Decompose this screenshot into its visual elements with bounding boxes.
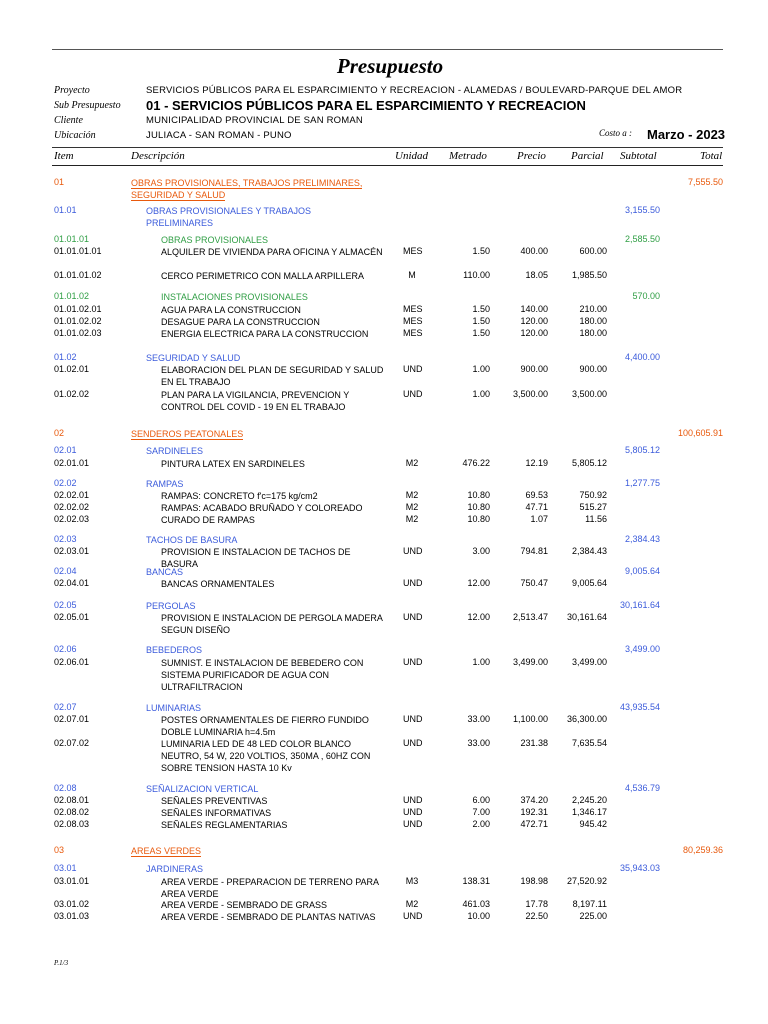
item-code: 02.05 bbox=[54, 600, 77, 610]
item-description: INSTALACIONES PROVISIONALES bbox=[161, 292, 308, 302]
item-description: LUMINARIA LED DE 48 LED COLOR BLANCO NEUTRO, 54 W, 220 VOLTIOS, 350MA , 60HZ CON SOBRE TENSION HASTA 10 Kv bbox=[161, 739, 371, 773]
header-item: Item bbox=[54, 150, 74, 162]
item-description: ENERGIA ELECTRICA PARA LA CONSTRUCCION bbox=[161, 329, 369, 339]
precio-value: 120.00 bbox=[520, 328, 548, 338]
parcial-value: 7,635.54 bbox=[571, 738, 607, 748]
unit: M2 bbox=[405, 899, 419, 909]
item-code: 02.04.01 bbox=[54, 578, 90, 588]
item-code: 01.01 bbox=[54, 205, 77, 215]
parcial-value: 600.00 bbox=[579, 246, 607, 256]
cliente-label: Cliente bbox=[54, 115, 83, 126]
metrado-value: 138.31 bbox=[462, 876, 490, 886]
item-description: CERCO PERIMETRICO CON MALLA ARPILLERA bbox=[161, 271, 365, 281]
item-description: PROVISION E INSTALACION DE PERGOLA MADERA SEGUN DISEÑO bbox=[161, 613, 383, 635]
precio-value: 120.00 bbox=[520, 316, 548, 326]
item-description-text: AREAS VERDES bbox=[131, 846, 202, 856]
item-code: 02.08.03 bbox=[54, 819, 90, 829]
total-value: 7,555.50 bbox=[687, 177, 723, 187]
parcial-value: 30,161.64 bbox=[566, 612, 607, 622]
metrado-value: 1.00 bbox=[472, 657, 490, 667]
precio-value: 750.47 bbox=[520, 578, 548, 588]
item-description: BANCAS bbox=[146, 567, 184, 577]
item-description: AREA VERDE - PREPARACION DE TERRENO PARA AREA VERDE bbox=[161, 877, 379, 899]
costo-label: Costo a : bbox=[599, 128, 633, 138]
parcial-value: 11.56 bbox=[585, 514, 607, 524]
unit: UND bbox=[403, 911, 423, 921]
costo-value: Marzo - 2023 bbox=[647, 127, 726, 142]
item-description: RAMPAS bbox=[146, 479, 184, 489]
subtotal-value: 43,935.54 bbox=[619, 702, 660, 712]
item-code: 01.01.02.02 bbox=[54, 316, 102, 326]
item-code: 02.07.02 bbox=[54, 738, 90, 748]
item-code: 02.06 bbox=[54, 644, 77, 654]
metrado-value: 10.80 bbox=[467, 502, 490, 512]
item-description: BEBEDEROS bbox=[146, 645, 203, 655]
item-code: 01.01.01 bbox=[54, 234, 90, 244]
precio-value: 400.00 bbox=[520, 246, 548, 256]
item-description: RAMPAS: CONCRETO f'c=175 kg/cm2 bbox=[161, 491, 318, 501]
precio-value: 198.98 bbox=[520, 876, 548, 886]
parcial-value: 2,384.43 bbox=[571, 546, 607, 556]
item-description-text: OBRAS PROVISIONALES, TRABAJOS PRELIMINARES, SEGURIDAD Y SALUD bbox=[131, 178, 363, 200]
unit: M2 bbox=[405, 502, 419, 512]
item-code: 02.06.01 bbox=[54, 657, 90, 667]
item-code: 01.01.02 bbox=[54, 291, 90, 301]
item-description: OBRAS PROVISIONALES bbox=[161, 235, 269, 245]
parcial-value: 8,197.11 bbox=[572, 899, 607, 909]
subtotal-value: 2,585.50 bbox=[624, 234, 660, 244]
parcial-value: 900.00 bbox=[579, 364, 607, 374]
parcial-value: 180.00 bbox=[579, 316, 607, 326]
ubicacion-value: JULIACA - SAN ROMAN - PUNO bbox=[146, 130, 292, 141]
item-code: 02.07 bbox=[54, 702, 77, 712]
subtotal-value: 30,161.64 bbox=[619, 600, 660, 610]
precio-value: 900.00 bbox=[520, 364, 548, 374]
header-bottom-rule bbox=[52, 165, 723, 166]
precio-value: 18.05 bbox=[525, 270, 548, 280]
unit: UND bbox=[403, 364, 423, 374]
item-description: PERGOLAS bbox=[146, 601, 196, 611]
unit: UND bbox=[403, 714, 423, 724]
item-description: OBRAS PROVISIONALES Y TRABAJOS PRELIMINARES bbox=[146, 206, 312, 228]
subtotal-value: 1,277.75 bbox=[624, 478, 660, 488]
subtotal-value: 4,536.79 bbox=[624, 783, 660, 793]
metrado-value: 2.00 bbox=[472, 819, 490, 829]
parcial-value: 515.27 bbox=[579, 502, 607, 512]
item-description: CURADO DE RAMPAS bbox=[161, 515, 255, 525]
precio-value: 3,499.00 bbox=[512, 657, 548, 667]
item-description: SARDINELES bbox=[146, 446, 204, 456]
parcial-value: 945.42 bbox=[579, 819, 607, 829]
item-code: 02.07.01 bbox=[54, 714, 90, 724]
unit: M3 bbox=[405, 876, 419, 886]
item-description: POSTES ORNAMENTALES DE FIERRO FUNDIDO DOBLE LUMINARIA h=4.5m bbox=[161, 715, 369, 737]
item-code: 03.01 bbox=[54, 863, 77, 873]
item-description: DESAGUE PARA LA CONSTRUCCION bbox=[161, 317, 320, 327]
item-code: 02.03.01 bbox=[54, 546, 90, 556]
metrado-value: 1.50 bbox=[472, 304, 490, 314]
item-description: SUMNIST. E INSTALACION DE BEBEDERO CON SISTEMA PURIFICADOR DE AGUA CON ULTRAFILTRACION bbox=[161, 658, 364, 692]
metrado-value: 6.00 bbox=[472, 795, 490, 805]
unit: MES bbox=[403, 328, 423, 338]
item-code: 01.01.01.02 bbox=[54, 270, 102, 280]
precio-value: 231.38 bbox=[520, 738, 548, 748]
item-code: 03.01.01 bbox=[54, 876, 90, 886]
item-code: 02.08.02 bbox=[54, 807, 90, 817]
item-code: 03.01.03 bbox=[54, 911, 90, 921]
proyecto-label: Proyecto bbox=[54, 85, 90, 96]
precio-value: 192.31 bbox=[520, 807, 548, 817]
item-description: SEÑALES REGLAMENTARIAS bbox=[161, 820, 288, 830]
parcial-value: 3,499.00 bbox=[571, 657, 607, 667]
subpresupuesto-label: Sub Presupuesto bbox=[54, 100, 121, 111]
item-description bbox=[131, 428, 371, 440]
parcial-value: 1,985.50 bbox=[571, 270, 607, 280]
item-code: 02 bbox=[54, 428, 65, 438]
item-code: 01.02.01 bbox=[54, 364, 90, 374]
unit: M2 bbox=[405, 514, 419, 524]
metrado-value: 10.80 bbox=[467, 514, 490, 524]
parcial-value: 210.00 bbox=[579, 304, 607, 314]
unit: MES bbox=[403, 304, 423, 314]
metrado-value: 1.50 bbox=[472, 328, 490, 338]
metrado-value: 1.50 bbox=[472, 246, 490, 256]
proyecto-value: SERVICIOS PÚBLICOS PARA EL ESPARCIMIENTO Y RECREACION - ALAMEDAS / BOULEVARD-PARQUE DEL AMOR bbox=[146, 85, 683, 96]
item-code: 01.01.01.01 bbox=[54, 246, 102, 256]
item-description: PINTURA LATEX EN SARDINELES bbox=[161, 459, 305, 469]
metrado-value: 12.00 bbox=[467, 578, 490, 588]
parcial-value: 27,520.92 bbox=[566, 876, 607, 886]
header-subtotal: Subtotal bbox=[620, 150, 657, 162]
precio-value: 140.00 bbox=[520, 304, 548, 314]
metrado-value: 1.00 bbox=[472, 389, 490, 399]
unit: MES bbox=[403, 246, 423, 256]
parcial-value: 3,500.00 bbox=[571, 389, 607, 399]
item-description: AREA VERDE - SEMBRADO DE GRASS bbox=[161, 900, 328, 910]
unit: UND bbox=[403, 795, 423, 805]
cliente-value: MUNICIPALIDAD PROVINCIAL DE SAN ROMAN bbox=[146, 115, 363, 126]
item-description: ALQUILER DE VIVIENDA PARA OFICINA Y ALMACÉN bbox=[161, 247, 383, 257]
unit: MES bbox=[403, 316, 423, 326]
precio-value: 22.50 bbox=[525, 911, 548, 921]
precio-value: 47.71 bbox=[525, 502, 548, 512]
header-parcial: Parcial bbox=[571, 150, 604, 162]
item-description: SEÑALES INFORMATIVAS bbox=[161, 808, 272, 818]
unit: M2 bbox=[405, 490, 419, 500]
precio-value: 1,100.00 bbox=[512, 714, 548, 724]
metrado-value: 12.00 bbox=[467, 612, 490, 622]
parcial-value: 5,805.12 bbox=[571, 458, 607, 468]
precio-value: 472.71 bbox=[520, 819, 548, 829]
subpresupuesto-value: 01 - SERVICIOS PÚBLICOS PARA EL ESPARCIMIENTO Y RECREACION bbox=[146, 98, 586, 113]
precio-value: 374.20 bbox=[520, 795, 548, 805]
item-description: RAMPAS: ACABADO BRUÑADO Y COLOREADO bbox=[161, 503, 363, 513]
subtotal-value: 35,943.03 bbox=[619, 863, 660, 873]
total-value: 80,259.36 bbox=[682, 845, 723, 855]
unit: UND bbox=[403, 389, 423, 399]
item-code: 02.08 bbox=[54, 783, 77, 793]
metrado-value: 110.00 bbox=[463, 270, 490, 280]
item-description: SEGURIDAD Y SALUD bbox=[146, 353, 241, 363]
item-code: 03.01.02 bbox=[54, 899, 90, 909]
precio-value: 12.19 bbox=[525, 458, 548, 468]
precio-value: 2,513.47 bbox=[512, 612, 548, 622]
item-description: AREA VERDE - SEMBRADO DE PLANTAS NATIVAS bbox=[161, 912, 376, 922]
item-code: 03 bbox=[54, 845, 65, 855]
precio-value: 1.07 bbox=[530, 514, 548, 524]
page-number: P.1/3 bbox=[54, 959, 69, 967]
header-metrado: Metrado bbox=[449, 150, 487, 162]
item-description: PLAN PARA LA VIGILANCIA, PREVENCION Y CONTROL DEL COVID - 19 EN EL TRABAJO bbox=[161, 390, 350, 412]
parcial-value: 750.92 bbox=[579, 490, 607, 500]
item-description: JARDINERAS bbox=[146, 864, 204, 874]
parcial-value: 2,245.20 bbox=[571, 795, 607, 805]
ubicacion-label: Ubicación bbox=[54, 130, 96, 141]
subtotal-value: 3,155.50 bbox=[624, 205, 660, 215]
item-description: TACHOS DE BASURA bbox=[146, 535, 238, 545]
item-description: LUMINARIAS bbox=[146, 703, 202, 713]
item-description bbox=[131, 177, 371, 201]
item-code: 02.04 bbox=[54, 566, 77, 576]
unit: UND bbox=[403, 738, 423, 748]
metrado-value: 476.22 bbox=[462, 458, 490, 468]
item-code: 01.01.02.01 bbox=[54, 304, 102, 314]
precio-value: 794.81 bbox=[520, 546, 548, 556]
unit: UND bbox=[403, 578, 423, 588]
item-code: 02.02 bbox=[54, 478, 77, 488]
metrado-value: 10.80 bbox=[467, 490, 490, 500]
page-title: Presupuesto bbox=[336, 54, 444, 78]
item-description bbox=[131, 845, 371, 857]
item-description-text: SENDEROS PEATONALES bbox=[131, 429, 244, 439]
metrado-value: 461.03 bbox=[462, 899, 490, 909]
item-code: 01.02 bbox=[54, 352, 77, 362]
unit: UND bbox=[403, 546, 423, 556]
item-description: SEÑALIZACION VERTICAL bbox=[146, 784, 259, 794]
metrado-value: 1.50 bbox=[472, 316, 490, 326]
unit: UND bbox=[403, 657, 423, 667]
precio-value: 3,500.00 bbox=[512, 389, 548, 399]
parcial-value: 36,300.00 bbox=[566, 714, 607, 724]
precio-value: 17.78 bbox=[525, 899, 548, 909]
parcial-value: 1,346.17 bbox=[571, 807, 607, 817]
item-code: 02.01 bbox=[54, 445, 77, 455]
subtotal-value: 4,400.00 bbox=[624, 352, 660, 362]
item-code: 01 bbox=[54, 177, 65, 187]
metrado-value: 33.00 bbox=[467, 714, 490, 724]
item-code: 01.02.02 bbox=[54, 389, 90, 399]
metrado-value: 10.00 bbox=[467, 911, 490, 921]
subtotal-value: 570.00 bbox=[632, 291, 660, 301]
subtotal-value: 5,805.12 bbox=[624, 445, 660, 455]
subtotal-value: 3,499.00 bbox=[624, 644, 660, 654]
item-code: 02.05.01 bbox=[54, 612, 90, 622]
item-code: 02.03 bbox=[54, 534, 77, 544]
total-value: 100,605.91 bbox=[677, 428, 723, 438]
header-precio: Precio bbox=[517, 150, 546, 162]
unit: UND bbox=[403, 807, 423, 817]
item-code: 02.08.01 bbox=[54, 795, 90, 805]
parcial-value: 225.00 bbox=[579, 911, 607, 921]
unit: UND bbox=[403, 819, 423, 829]
parcial-value: 9,005.64 bbox=[571, 578, 607, 588]
metrado-value: 3.00 bbox=[472, 546, 490, 556]
item-description: PROVISION E INSTALACION DE TACHOS DE BASURA bbox=[161, 547, 351, 569]
metrado-value: 7.00 bbox=[472, 807, 490, 817]
item-code: 01.01.02.03 bbox=[54, 328, 102, 338]
metrado-value: 1.00 bbox=[472, 364, 490, 374]
header-descripcion: Descripción bbox=[131, 150, 185, 162]
top-rule bbox=[52, 49, 723, 50]
item-code: 02.01.01 bbox=[54, 458, 90, 468]
header-total: Total bbox=[700, 150, 723, 162]
item-description: BANCAS ORNAMENTALES bbox=[161, 579, 275, 589]
item-description: AGUA PARA LA CONSTRUCCION bbox=[161, 305, 301, 315]
item-code: 02.02.01 bbox=[54, 490, 90, 500]
item-description: ELABORACION DEL PLAN DE SEGURIDAD Y SALUD EN EL TRABAJO bbox=[161, 365, 384, 387]
metrado-value: 33.00 bbox=[467, 738, 490, 748]
header-unidad: Unidad bbox=[395, 150, 428, 162]
item-code: 02.02.03 bbox=[54, 514, 90, 524]
item-description: SEÑALES PREVENTIVAS bbox=[161, 796, 268, 806]
header-top-rule bbox=[52, 147, 723, 148]
parcial-value: 180.00 bbox=[579, 328, 607, 338]
unit: M bbox=[408, 270, 416, 280]
subtotal-value: 2,384.43 bbox=[624, 534, 660, 544]
subtotal-value: 9,005.64 bbox=[624, 566, 660, 576]
item-code: 02.02.02 bbox=[54, 502, 90, 512]
unit: M2 bbox=[405, 458, 419, 468]
precio-value: 69.53 bbox=[525, 490, 548, 500]
unit: UND bbox=[403, 612, 423, 622]
